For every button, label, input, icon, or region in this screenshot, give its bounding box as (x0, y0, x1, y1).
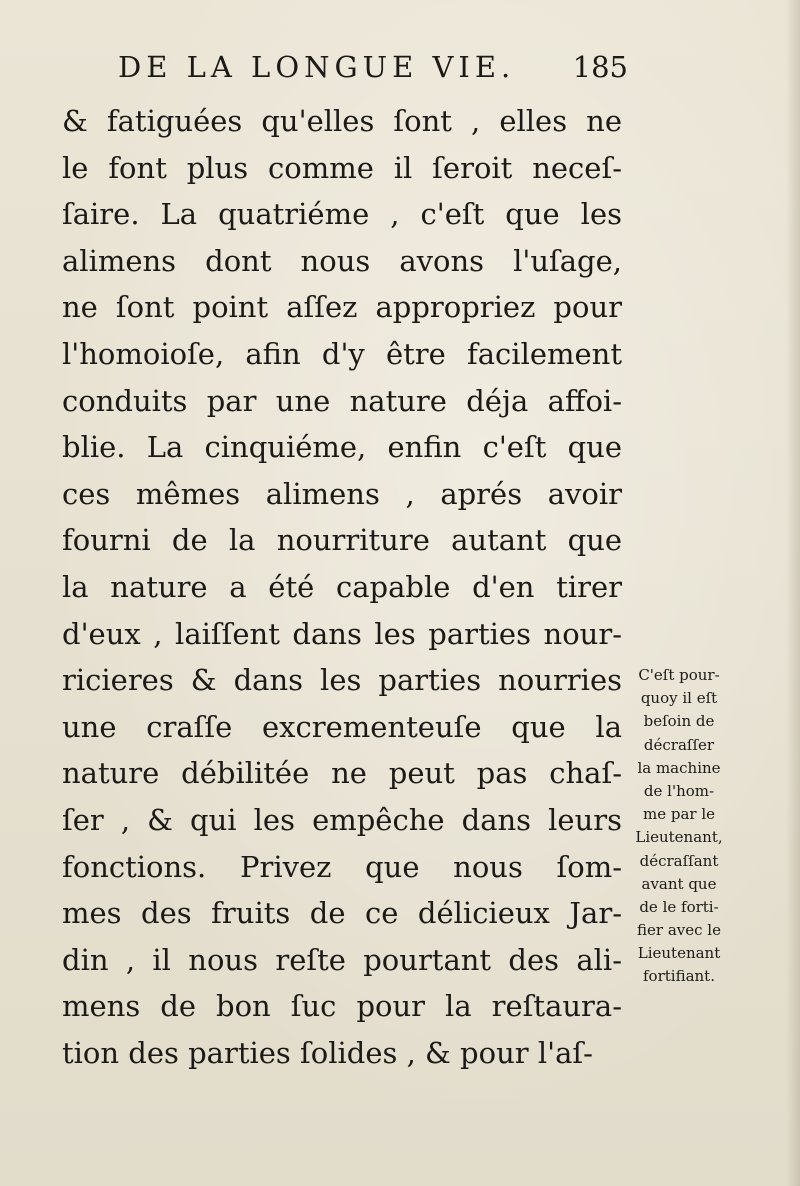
note-line: beſoin de (643, 712, 715, 731)
text-line: mes des fruits de ce délicieux Jar- (62, 896, 622, 931)
text-line: le font plus comme il ſeroit neceſ- (62, 150, 622, 185)
note-line: me par le (642, 805, 716, 824)
text-line: blie. La cinquiéme, enfin c'eſt que (62, 430, 622, 465)
text-line: ſer , & qui les empêche dans leurs (62, 802, 622, 837)
note-line: Lieutenant, (635, 828, 723, 847)
note-line: de le forti- (639, 897, 719, 916)
note-line: avant que (641, 874, 717, 893)
text-line: ricieres & dans les parties nourries (62, 663, 622, 698)
note-line: fier avec le (637, 921, 721, 940)
note-line: Lieutenant (637, 944, 721, 963)
note-line: de l'hom- (643, 781, 715, 800)
text-line: d'eux , laiſſent dans les parties nour- (62, 616, 622, 651)
text-line: l'homoioſe, afin d'y être facilement (62, 336, 622, 371)
note-line: quoy il eſt (640, 689, 718, 708)
note-line: C'eſt pour- (638, 666, 720, 684)
running-head (118, 44, 628, 98)
text-line: & fatiguées qu'elles ſont , elles ne (62, 104, 622, 138)
running-title: DE LA LONGUE VIE. (118, 50, 516, 84)
note-line: fortifiant. (643, 967, 715, 986)
text-line: fourni de la nourriture autant que (62, 523, 622, 558)
text-line: din , il nous reſte pourtant des ali- (62, 942, 622, 977)
text-line: mens de bon ſuc pour la reſtaura- (62, 989, 622, 1024)
text-line: une craſſe excrementeuſe que la (62, 709, 622, 744)
page-edge-shadow (786, 0, 800, 1186)
note-line: la machine (637, 758, 721, 777)
page-number: 185 (572, 50, 628, 84)
note-line: décraſſant (639, 851, 719, 870)
text-line: nature débilitée ne peut pas chaſ- (62, 756, 622, 791)
text-line: tion des parties ſolides , & pour l'aſ- (62, 1035, 593, 1070)
text-line: la nature a été capable d'en tirer (62, 569, 622, 604)
text-line: alimens dont nous avons l'uſage, (62, 243, 622, 278)
marginal-note (618, 664, 740, 989)
text-line: fonctions. Privez que nous ſom- (62, 849, 622, 884)
text-line: ces mêmes alimens , aprés avoir (62, 476, 622, 511)
text-line: conduits par une nature déja affoi- (62, 383, 622, 418)
text-line: ne ſont point aſſez appropriez pour (62, 290, 622, 325)
text-line: ſaire. La quatriéme , c'eſt que les (62, 197, 622, 232)
note-line: décraſſer (643, 735, 715, 754)
body-text (62, 98, 622, 1076)
